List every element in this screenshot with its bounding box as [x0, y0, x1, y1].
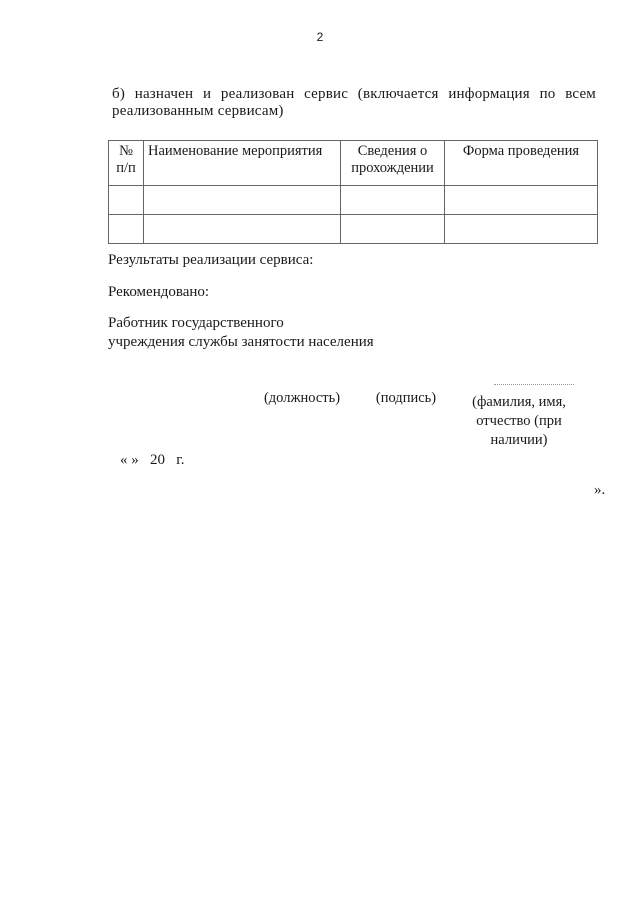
recommended-label: Рекомендовано: — [108, 284, 210, 300]
services-table — [108, 140, 598, 244]
table-cell — [109, 215, 144, 244]
intro-line-1: б) назначен и реализован сервис (включается информация по всем — [112, 86, 596, 102]
worker-line-2: учреждения службы занятости населения — [108, 334, 374, 350]
table-cell — [445, 215, 598, 244]
signature-caption: (подпись) — [375, 390, 437, 406]
table-cell — [109, 186, 144, 215]
worker-block — [108, 314, 374, 352]
table-row — [109, 215, 598, 244]
table-cell — [445, 186, 598, 215]
intro-line-2: реализованным сервисам) — [112, 103, 284, 119]
table-cell — [341, 215, 445, 244]
results-label: Результаты реализации сервиса: — [108, 252, 314, 268]
name-caption: (фамилия, имя, отчество (при наличии) — [472, 394, 566, 448]
name-signature-line — [494, 384, 574, 385]
position-caption: (должность) — [263, 390, 341, 406]
table-cell — [144, 215, 341, 244]
table-row — [109, 186, 598, 215]
page-number: 2 — [316, 30, 324, 44]
header-completion-info: Сведения о прохождении — [341, 141, 445, 186]
table-cell — [144, 186, 341, 215]
table-cell — [341, 186, 445, 215]
closing-mark: ». — [594, 482, 606, 498]
intro-paragraph — [112, 86, 596, 120]
table-header-row — [109, 141, 598, 186]
worker-line-1: Работник государственного — [108, 315, 284, 331]
header-event-name: Наименование мероприятия — [144, 141, 341, 186]
header-format: Форма проведения — [445, 141, 598, 186]
header-number: № п/п — [109, 141, 144, 186]
date-line: « » 20 г. — [120, 452, 185, 468]
